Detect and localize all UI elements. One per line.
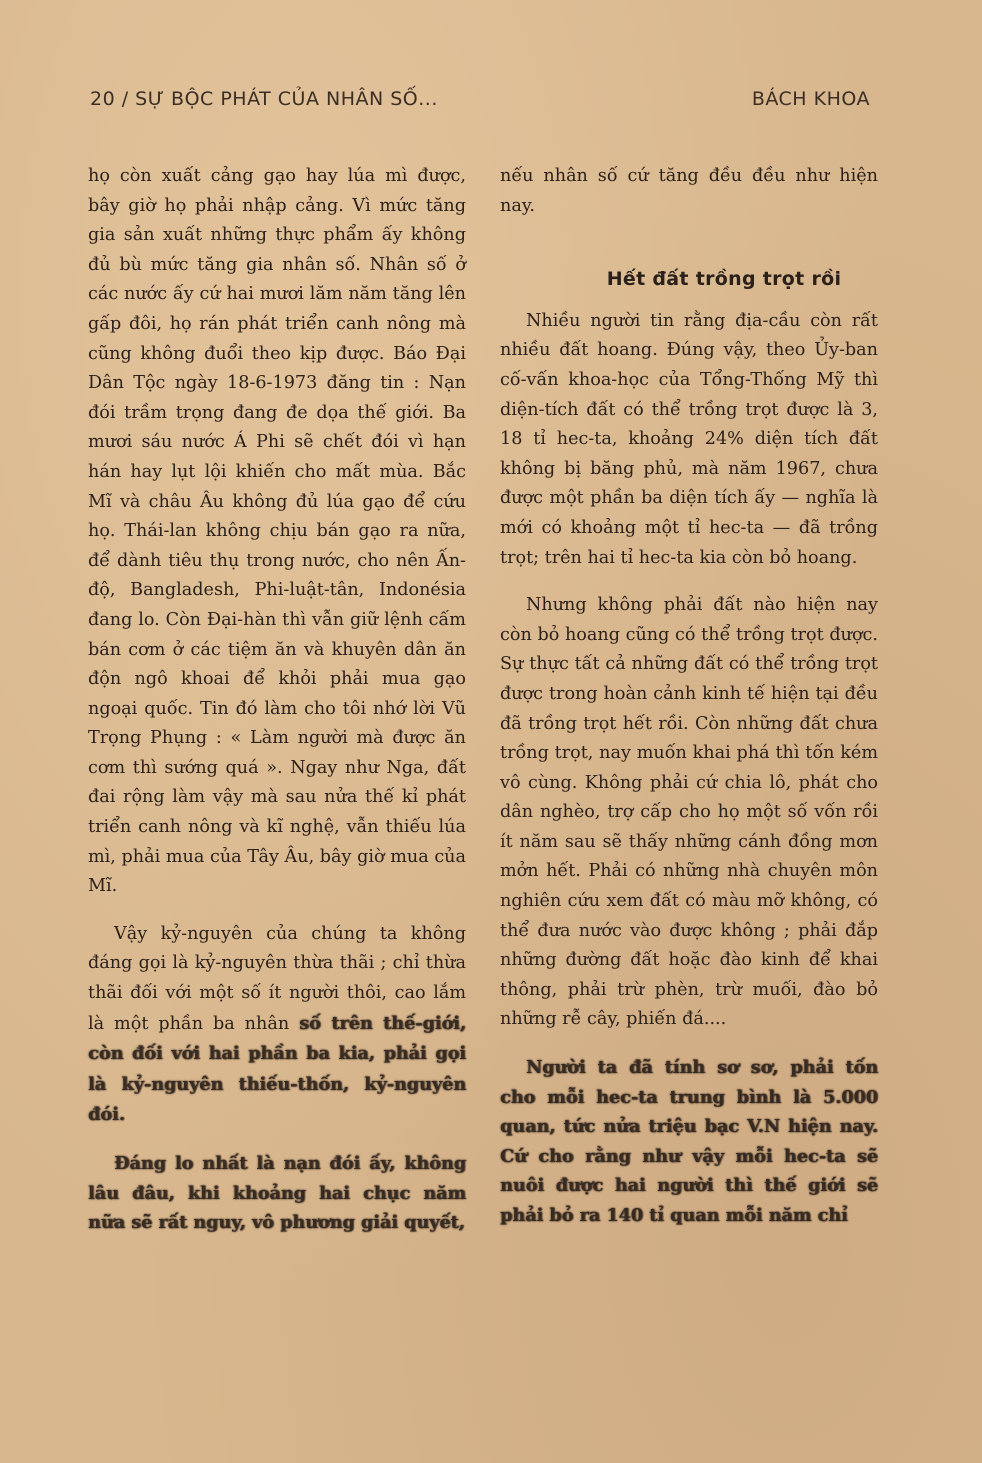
running-header	[90, 88, 870, 118]
smudged-paragraph: Người ta đã tính sơ sơ, phải tốn cho mỗi hec-ta trung bình là 5.000 quan, tức nửa triệu bạc V.N hiện nay. Cứ cho rằng như vậy mỗi hec-ta sẽ nuôi được hai người thì thế giới sẽ phải bỏ ra 140 tỉ quan mỗi năm chỉ	[500, 1057, 878, 1226]
paragraph: họ còn xuất cảng gạo hay lúa mì được, bây giờ họ phải nhập cảng. Vì mức tăng gia sản xuất những thực phẩm ấy không đủ bù mức tăng gia nhân số. Nhân số ở các nước ấy cứ hai mươi lăm năm tăng lên gấp đôi, họ rán phát triển canh nông mà cũng không đuổi theo kịp được. Báo Đại Dân Tộc ngày 18-6-1973 đăng tin : Nạn đói trầm trọng đang đe dọa thế giới. Ba mươi sáu nước Á Phi sẽ chết đói vì hạn hán hay lụt lội khiến cho mất mùa. Bắc Mĩ và châu Âu không đủ lúa gạo để cứu họ. Thái-lan không chịu bán gạo ra nữa, để dành tiêu thụ trong nước, cho nên Ấn-độ, Bangladesh, Phi-luật-tân, Indonésia đang lo. Còn Đại-hàn thì vẫn giữ lệnh cấm bán cơm ở các tiệm ăn và khuyên dân ăn độn ngô khoai để khỏi phải mua gạo ngoại quốc. Tin đó làm cho tôi nhớ lời Vũ Trọng Phụng : « Làm người mà được ăn cơm thì sướng quá ». Ngay như Nga, đất đai rộng làm vậy mà sau nửa thế kỉ phát triển canh nông và kĩ nghệ, vẫn thiếu lúa mì, phải mua của Tây Âu, bây giờ mua của Mĩ.	[88, 166, 466, 897]
paragraph: Nhiều người tin rằng địa-cầu còn rất nhiều đất hoang. Đúng vậy, theo Ủy-ban cố-vấn khoa-học của Tổng-Thống Mỹ thì diện-tích đất có thể trồng trọt được là 3, 18 tỉ hec-ta, khoảng 24% diện tích đất không bị băng phủ, mà năm 1967, chưa được một phần ba diện tích ấy — nghĩa là mới có khoảng một tỉ hec-ta — đã trồng trọt; trên hai tỉ hec-ta kia còn bỏ hoang.	[500, 310, 878, 568]
header-magazine-name: BÁCH KHOA	[751, 88, 870, 110]
section-heading: Hết đất trồng trọt rồi	[606, 268, 842, 291]
paragraph	[88, 920, 466, 1131]
paragraph: Nhưng không phải đất nào hiện nay còn bỏ hoang cũng có thể trồng trọt được. Sự thực tất cả những đất có thể trồng trọt được trong hoàn cảnh kinh tế hiện tại đều đã trồng trọt hết rồi. Còn những đất chưa trồng trọt, nay muốn khai phá thì tốn kém vô cùng. Không phải cứ chia lô, phát cho dân nghèo, trợ cấp cho họ một số vốn rồi ít năm sau sẽ thấy những cánh đồng mơn mởn hết. Phải có những nhà chuyên môn nghiên cứu xem đất có màu mỡ không, có thể đưa nước vào được không ; phải đắp những đường đất hoặc đào kinh để khai thông, phải trừ phèn, trừ muối, đào bỏ những rễ cây, phiến đá....	[500, 595, 878, 1030]
header-page-title: 20 / SỰ BỘC PHÁT CỦA NHÂN SỐ...	[90, 88, 438, 110]
paragraph-text: Vậy kỷ-nguyên của chúng ta không đáng gọi là kỷ-nguyên thừa thãi ; chỉ thừa thãi đối với một số ít người thôi, cao lắm là một phần ba nhân	[88, 923, 466, 1034]
smudged-paragraph: Đáng lo nhất là nạn đói ấy, không lâu đâu, khi khoảng hai chục năm nữa sẽ rất nguy, vô phương giải quyết,	[88, 1153, 466, 1234]
paragraph: nếu nhân số cứ tăng đều đều như hiện nay.	[500, 166, 878, 216]
left-column	[88, 162, 466, 1238]
smudged-text: số trên thế-giới, còn đối với hai phần ba kia, phải gọi là kỷ-nguyên thiếu-thốn, kỷ-nguyên đói.	[88, 1012, 466, 1126]
article-body	[88, 162, 878, 1238]
right-column	[500, 162, 878, 1238]
